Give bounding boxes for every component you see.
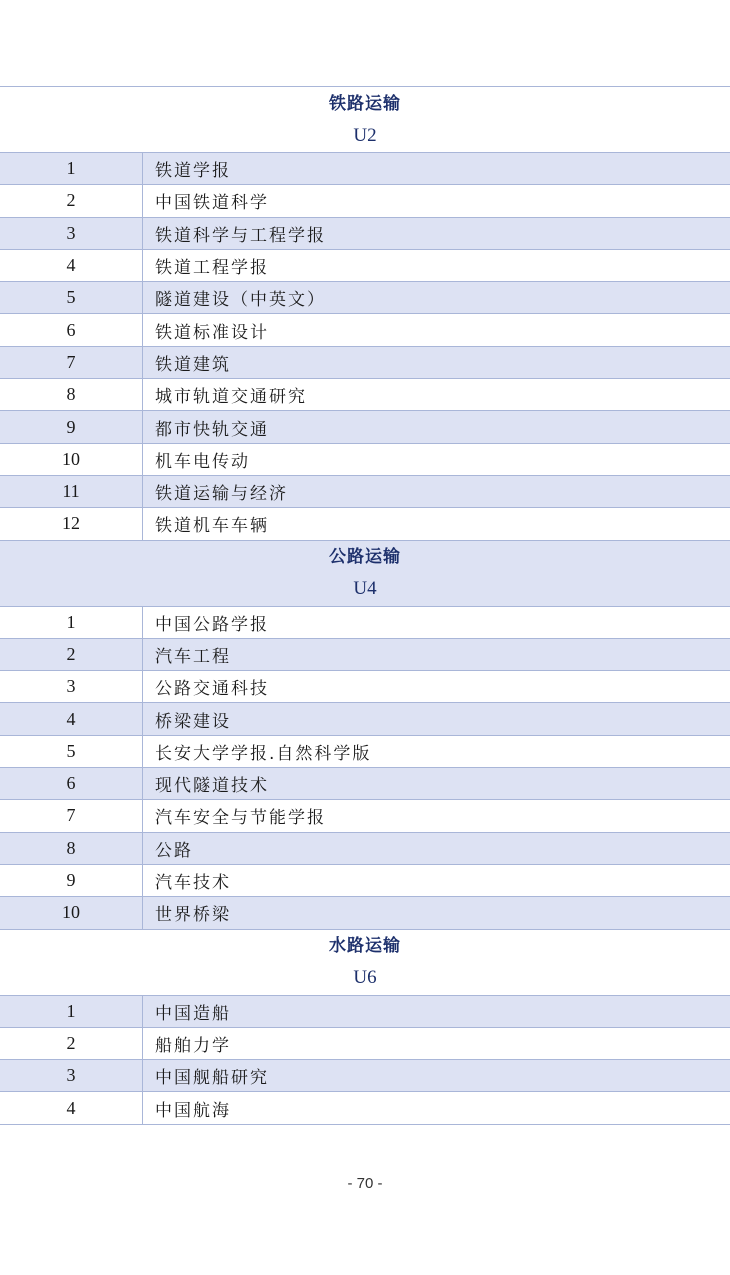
journal-name: 船舶力学 — [155, 1035, 231, 1056]
row-number: 1 — [0, 996, 143, 1027]
section-header — [0, 87, 730, 153]
row-number: 4 — [0, 250, 143, 281]
table-row — [0, 671, 730, 703]
journal-name: 机车电传动 — [155, 451, 250, 472]
row-number: 4 — [0, 703, 143, 734]
table-row — [0, 476, 730, 508]
table-row — [0, 833, 730, 865]
page-number: - 70 - — [347, 1175, 383, 1192]
journal-name: 铁道学报 — [155, 161, 231, 182]
row-number: 9 — [0, 411, 143, 442]
section-code: U4 — [353, 578, 377, 600]
table-row — [0, 218, 730, 250]
row-number: 5 — [0, 736, 143, 767]
journal-name: 汽车工程 — [155, 647, 231, 667]
row-number: 6 — [0, 768, 143, 799]
journal-name: 中国铁道科学 — [155, 193, 269, 214]
journal-name: 世界桥梁 — [155, 905, 231, 926]
table-row — [0, 1028, 730, 1060]
journal-name: 都市快轨交通 — [155, 419, 269, 440]
table-row — [0, 379, 730, 411]
table-row — [0, 800, 730, 832]
table-row — [0, 153, 730, 185]
table-row — [0, 314, 730, 346]
row-number: 9 — [0, 865, 143, 896]
table-row — [0, 282, 730, 314]
row-number: 7 — [0, 347, 143, 378]
table-row — [0, 250, 730, 282]
section-code: U2 — [353, 124, 377, 146]
journal-name: 中国舰船研究 — [155, 1068, 269, 1089]
table-row — [0, 996, 730, 1028]
table-row — [0, 185, 730, 217]
row-number: 2 — [0, 185, 143, 216]
journal-name: 汽车安全与节能学报 — [155, 808, 326, 829]
section-title: 水路运输 — [329, 936, 401, 957]
row-number: 12 — [0, 508, 143, 539]
row-number: 10 — [0, 897, 143, 928]
table-row — [0, 703, 730, 735]
section-code: U6 — [353, 967, 377, 989]
table-row — [0, 607, 730, 639]
row-number: 3 — [0, 671, 143, 702]
row-number: 8 — [0, 379, 143, 410]
journal-name: 铁道工程学报 — [155, 258, 269, 279]
table-row — [0, 865, 730, 897]
table-row — [0, 508, 730, 540]
table-row — [0, 347, 730, 379]
journal-name: 铁道机车车辆 — [155, 516, 269, 537]
row-number: 8 — [0, 833, 143, 864]
section-title: 铁路运输 — [329, 93, 401, 114]
row-number: 2 — [0, 1028, 143, 1059]
journal-name: 铁道科学与工程学报 — [155, 225, 326, 246]
row-number: 1 — [0, 607, 143, 638]
table-row — [0, 639, 730, 671]
row-number: 4 — [0, 1092, 143, 1123]
journal-name: 中国公路学报 — [155, 614, 269, 635]
table-row — [0, 768, 730, 800]
table-row — [0, 736, 730, 768]
section-header — [0, 541, 730, 607]
table-row — [0, 444, 730, 476]
journal-name: 长安大学学报.自然科学版 — [155, 743, 372, 764]
table-row — [0, 897, 730, 929]
journal-name: 公路交通科技 — [155, 679, 269, 700]
journal-name: 桥梁建设 — [155, 711, 231, 732]
row-number: 6 — [0, 314, 143, 345]
journal-name: 公路 — [155, 840, 193, 861]
row-number: 3 — [0, 218, 143, 249]
journal-name: 铁道运输与经济 — [155, 484, 288, 505]
journal-name: 汽车技术 — [155, 873, 231, 894]
journal-name: 隧道建设（中英文） — [155, 290, 326, 311]
table-row — [0, 1060, 730, 1092]
journal-name: 现代隧道技术 — [155, 776, 269, 797]
table-row — [0, 411, 730, 443]
row-number: 1 — [0, 153, 143, 184]
journal-name: 中国航海 — [155, 1100, 231, 1121]
journal-name: 城市轨道交通研究 — [155, 387, 307, 408]
row-number: 11 — [0, 476, 143, 507]
row-number: 3 — [0, 1060, 143, 1091]
table-row — [0, 1092, 730, 1124]
row-number: 5 — [0, 282, 143, 313]
journal-name: 中国造船 — [155, 1003, 231, 1024]
journal-name: 铁道建筑 — [155, 354, 231, 375]
journal-table — [0, 86, 730, 1125]
row-number: 7 — [0, 800, 143, 831]
section-header — [0, 930, 730, 996]
row-number: 2 — [0, 639, 143, 670]
journal-name: 铁道标准设计 — [155, 322, 269, 343]
row-number: 10 — [0, 444, 143, 475]
section-title: 公路运输 — [329, 547, 401, 568]
